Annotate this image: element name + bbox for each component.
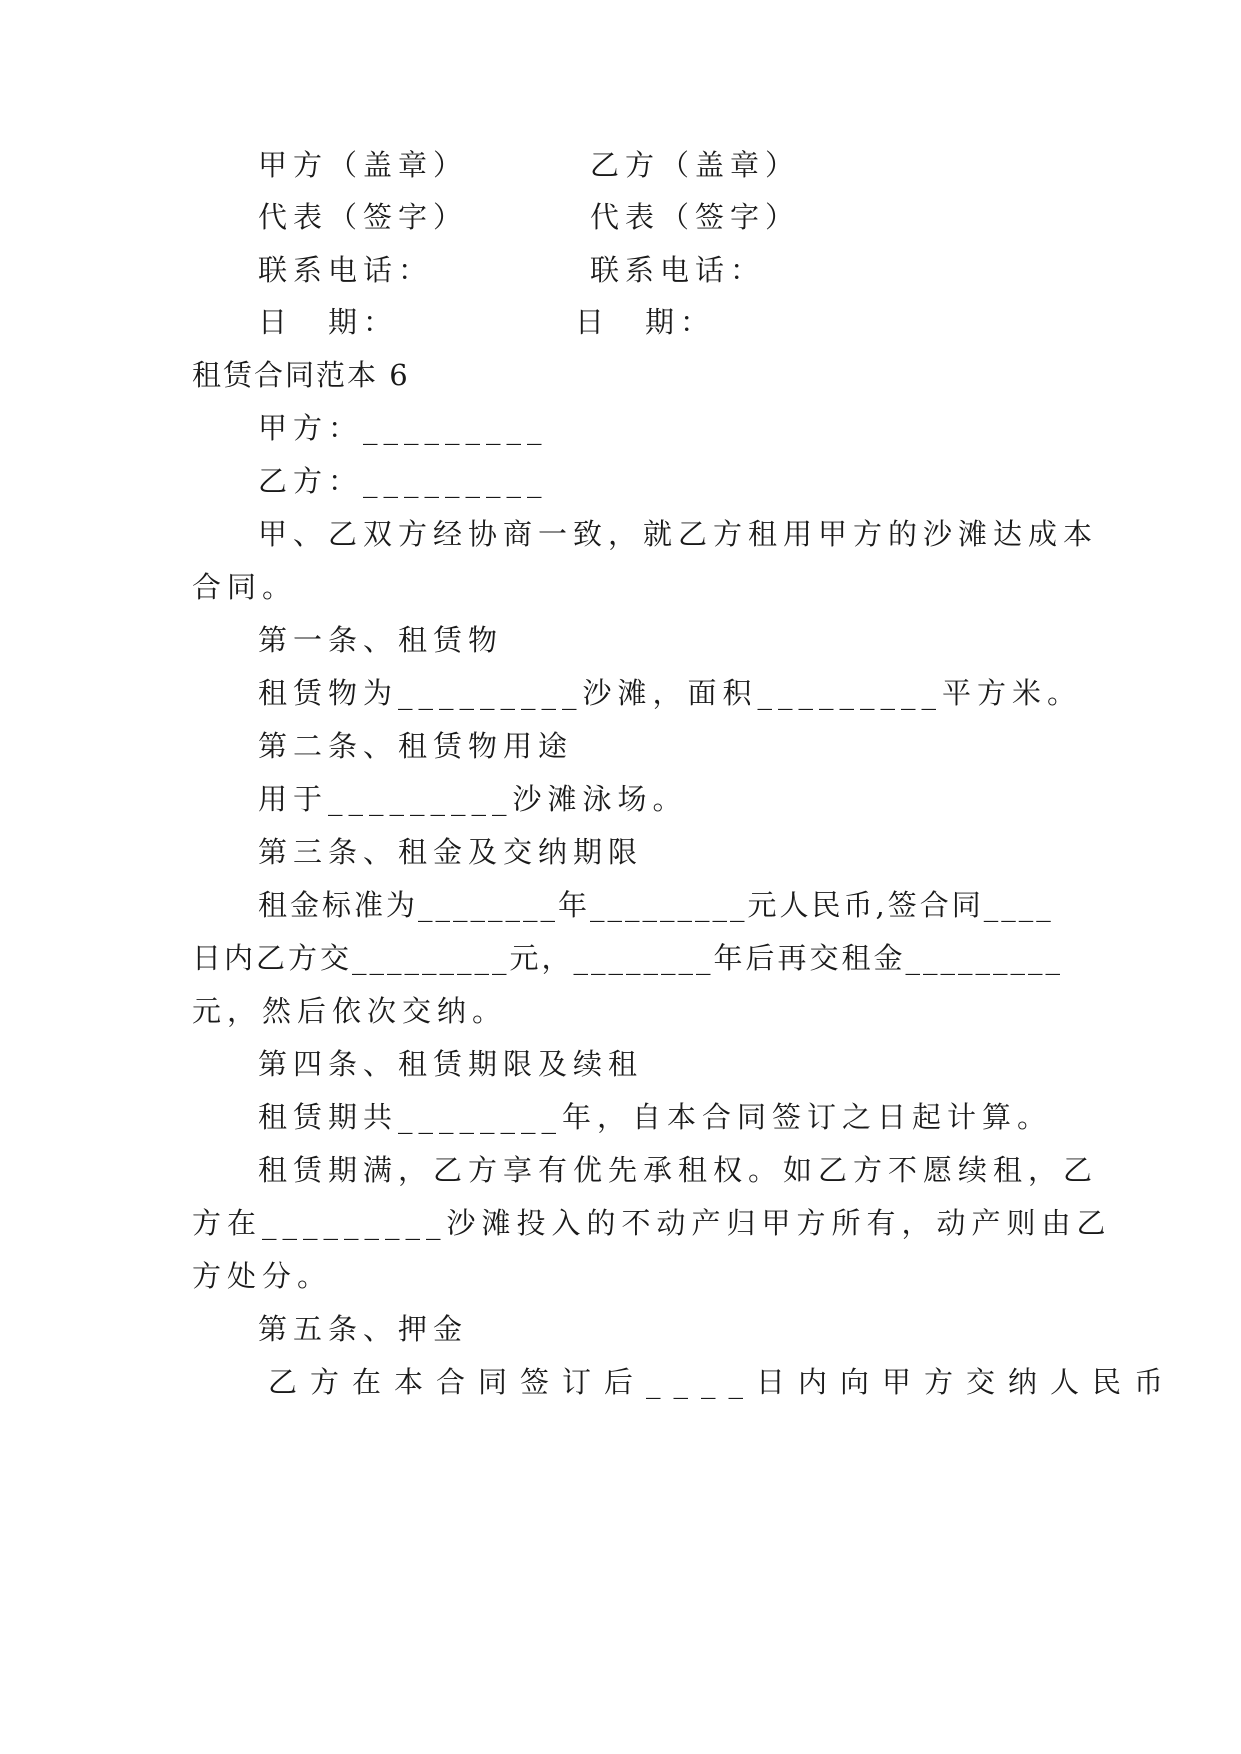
representative-b: 代表（签字）: [590, 200, 801, 234]
article3-line-3: 元，然后依次交纳。: [192, 994, 508, 1028]
article5-body-line-1: 乙方在本合同签订后____日内向甲方交纳人民币: [268, 1365, 1177, 1399]
article2-heading: 第二条、租赁物用途: [258, 729, 574, 763]
article5-heading: 第五条、押金: [258, 1312, 469, 1346]
article1-body: 租赁物为_________沙滩，面积_________平方米。: [258, 676, 1083, 710]
article4-heading: 第四条、租赁期限及续租: [258, 1047, 644, 1081]
article4-body-1: 租赁期共________年，自本合同签订之日起计算。: [258, 1100, 1053, 1134]
party-b-seal: 乙方（盖章）: [590, 148, 801, 182]
representative-a: 代表（签字）: [258, 200, 469, 234]
party-b-line: 乙方：_________: [258, 464, 548, 498]
party-a-line: 甲方：_________: [258, 411, 548, 445]
article4-body-2-line-1: 租赁期满，乙方享有优先承租权。如乙方不愿续租，乙: [258, 1153, 1099, 1187]
article3-line-1: 租金标准为________年_________元人民币,签合同____: [258, 888, 1054, 922]
article3-heading: 第三条、租金及交纳期限: [258, 835, 644, 869]
phone-a: 联系电话：: [258, 253, 434, 287]
article3-line-2: 日内乙方交_________元，________年后再交租金_________: [192, 941, 1064, 975]
article4-body-2-line-3: 方处分。: [192, 1259, 333, 1293]
article1-heading: 第一条、租赁物: [258, 623, 504, 657]
contract-title: 租赁合同范本 6: [192, 358, 410, 392]
article4-body-2-line-2: 方在_________沙滩投入的不动产归甲方所有，动产则由乙: [192, 1206, 1112, 1240]
date-a: 日 期：: [258, 305, 399, 339]
party-a-seal: 甲方（盖章）: [258, 148, 469, 182]
article2-body: 用于_________沙滩泳场。: [258, 782, 688, 816]
intro-line-1: 甲、乙双方经协商一致，就乙方租用甲方的沙滩达成本: [258, 517, 1099, 551]
phone-b: 联系电话：: [590, 253, 766, 287]
intro-line-2: 合同。: [192, 570, 298, 604]
date-b: 日 期：: [575, 305, 716, 339]
